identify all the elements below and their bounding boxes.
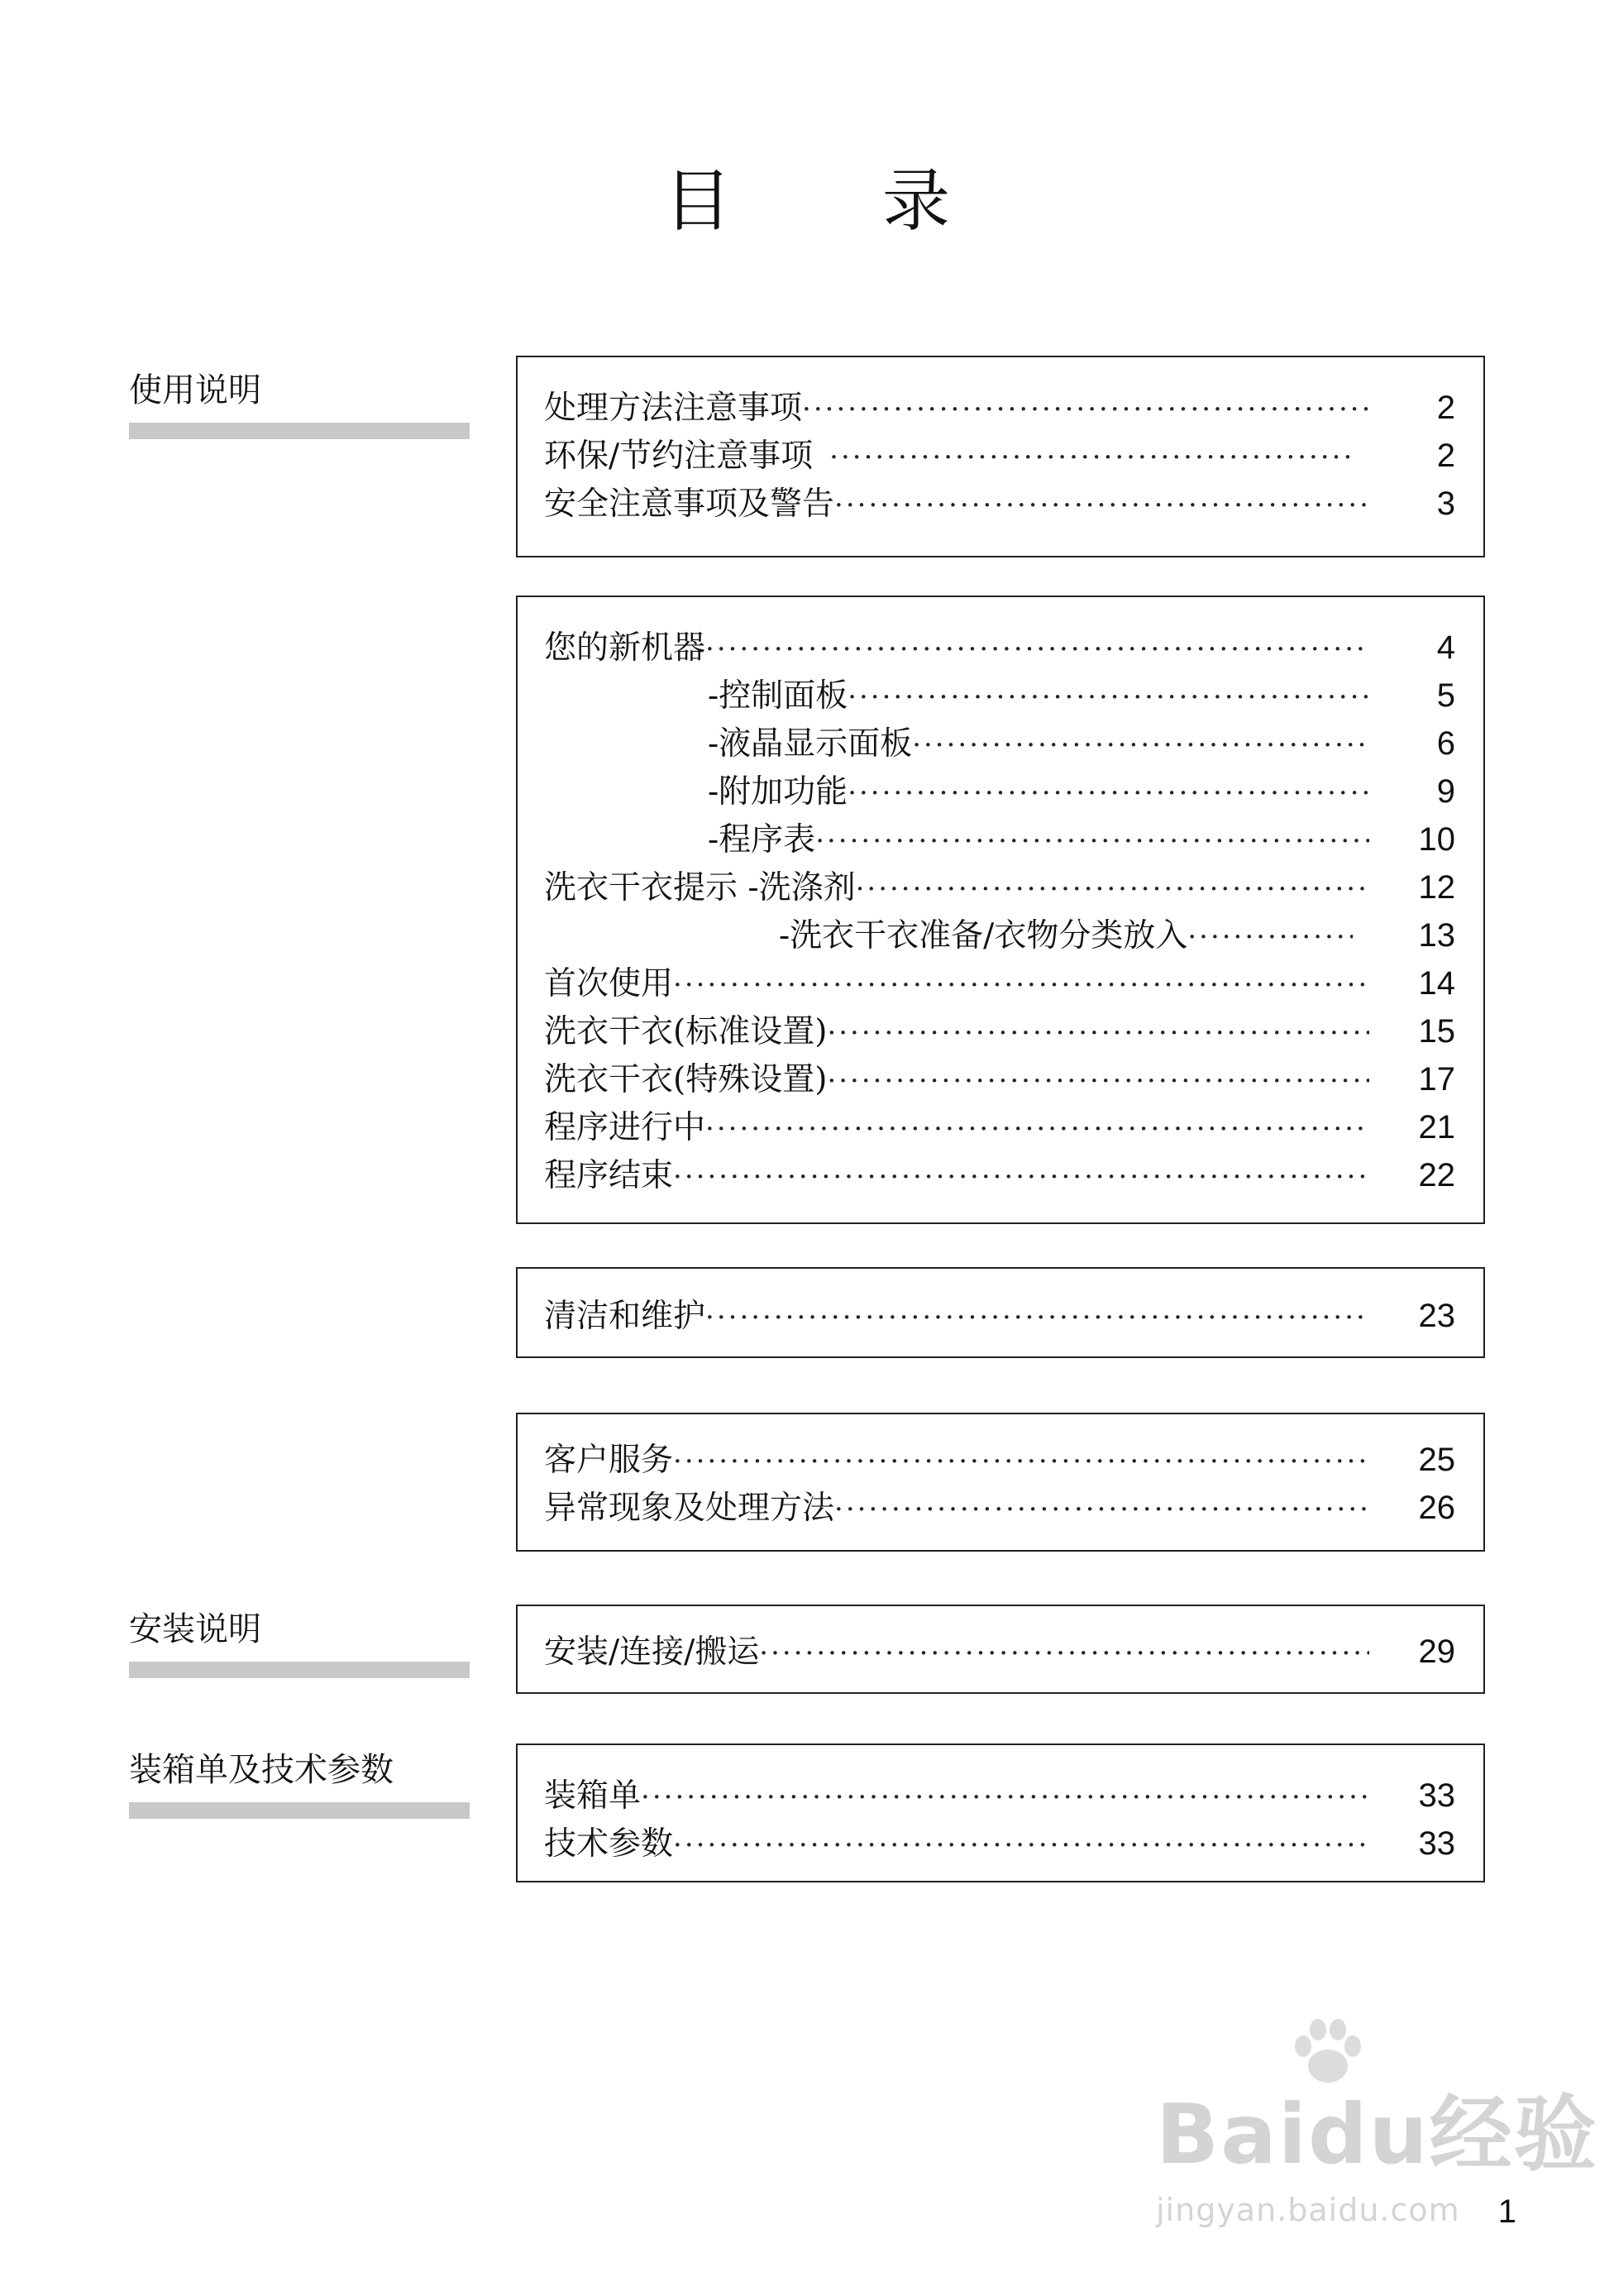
page-number: 1 — [1497, 2193, 1516, 2230]
toc-entry-page: 10 — [1418, 821, 1455, 858]
toc-entry-page: 5 — [1436, 677, 1455, 714]
toc-entry-label: 洗衣干衣(特殊设置) — [544, 1061, 828, 1098]
toc-entry-page: 6 — [1436, 725, 1455, 762]
watermark-logo: Baidu经验 — [1156, 2086, 1598, 2183]
toc-entry[interactable] — [544, 1434, 1455, 1482]
toc-entry[interactable] — [544, 622, 1455, 670]
section-underline — [129, 1662, 470, 1678]
toc-entry-label: 安装/连接/搬运 — [544, 1634, 760, 1671]
leader-dots — [815, 825, 1369, 858]
section-label: 装箱单及技术参数 — [129, 1751, 394, 1789]
leader-dots — [673, 1445, 1369, 1478]
toc-entry-label: -程序表 — [708, 821, 816, 859]
toc-entry[interactable] — [544, 1006, 1455, 1054]
leader-dots — [759, 1637, 1369, 1670]
leader-dots — [705, 633, 1369, 666]
toc-box-installation — [516, 1605, 1485, 1694]
toc-entry-page: 22 — [1418, 1157, 1455, 1193]
toc-box-operation — [516, 596, 1485, 1224]
toc-entry[interactable] — [544, 1054, 1455, 1102]
toc-entry-page: 2 — [1436, 390, 1455, 426]
toc-entry[interactable] — [544, 478, 1455, 526]
toc-entry-page: 15 — [1418, 1013, 1455, 1050]
toc-entry[interactable] — [544, 1102, 1455, 1150]
toc-entry-page: 4 — [1436, 629, 1455, 666]
section-usage — [129, 364, 470, 439]
leader-dots — [827, 1064, 1369, 1098]
page-title: 目 录 — [663, 162, 1015, 241]
toc-entry-page: 12 — [1418, 869, 1455, 906]
toc-entry[interactable] — [544, 718, 1455, 766]
toc-entry-page: 21 — [1418, 1109, 1455, 1146]
toc-entry[interactable] — [544, 814, 1455, 862]
toc-entry[interactable] — [544, 1626, 1455, 1674]
toc-box-maintenance — [516, 1267, 1485, 1358]
toc-entry-label: 程序进行中 — [544, 1109, 706, 1146]
section-label: 使用说明 — [129, 371, 261, 409]
toc-entry-page: 26 — [1418, 1490, 1455, 1526]
toc-entry[interactable] — [544, 670, 1455, 718]
toc-entry[interactable] — [544, 1150, 1455, 1198]
toc-entry[interactable] — [544, 910, 1455, 958]
leader-dots — [848, 777, 1369, 810]
toc-entry-page: 33 — [1418, 1825, 1455, 1862]
leader-dots — [827, 1016, 1369, 1050]
toc-entry-label: 异常现象及处理方法 — [544, 1490, 835, 1527]
toc-entry-label: -控制面板 — [708, 677, 848, 715]
toc-entry-label: 首次使用 — [544, 965, 674, 1002]
leader-dots — [641, 1781, 1369, 1814]
section-label: 安装说明 — [129, 1610, 261, 1648]
toc-entry-page: 17 — [1418, 1061, 1455, 1098]
toc-entry-label: 环保/节约注意事项 — [544, 438, 814, 475]
toc-entry[interactable] — [544, 766, 1455, 814]
toc-entry-label: 技术参数 — [544, 1825, 674, 1863]
toc-entry-label: 洗衣干衣提示 -洗涤剂 — [544, 869, 856, 906]
watermark-url: jingyan.baidu.com — [1156, 2192, 1460, 2228]
toc-entry-page: 33 — [1418, 1777, 1455, 1814]
toc-entry[interactable] — [544, 958, 1455, 1006]
leader-dots — [1187, 921, 1353, 954]
leader-dots — [705, 1112, 1369, 1146]
leader-dots — [673, 1160, 1369, 1193]
toc-entry-label: -液晶显示面板 — [708, 725, 913, 763]
toc-entry[interactable] — [544, 382, 1455, 430]
section-installation — [129, 1603, 470, 1678]
toc-box-precautions — [516, 356, 1485, 557]
baidu-watermark — [1156, 2068, 1598, 2228]
toc-entry-page: 3 — [1436, 486, 1455, 522]
toc-entry-label: 洗衣干衣(标准设置) — [544, 1013, 828, 1050]
leader-dots — [673, 969, 1369, 1002]
toc-entry-page: 29 — [1418, 1634, 1455, 1670]
toc-entry-page: 14 — [1418, 965, 1455, 1002]
toc-entry[interactable] — [544, 862, 1455, 910]
toc-entry-page: 9 — [1436, 773, 1455, 810]
toc-entry-label: 程序结束 — [544, 1157, 674, 1194]
toc-entry[interactable] — [544, 1818, 1455, 1866]
toc-entry-label: 安全注意事项及警告 — [544, 486, 835, 523]
toc-entry-label: 装箱单 — [544, 1777, 642, 1815]
toc-entry-page: 13 — [1418, 917, 1455, 954]
leader-dots — [834, 489, 1369, 522]
toc-entry[interactable] — [544, 1770, 1455, 1818]
toc-entry-page: 23 — [1418, 1298, 1455, 1334]
toc-entry-page: 25 — [1418, 1442, 1455, 1478]
toc-box-packing-specs — [516, 1744, 1485, 1882]
leader-dots — [673, 1829, 1369, 1862]
toc-entry-label: 您的新机器 — [544, 629, 706, 667]
section-underline — [129, 1802, 470, 1819]
toc-entry-label: -附加功能 — [708, 773, 848, 811]
toc-entry[interactable] — [544, 1290, 1455, 1338]
toc-entry-label: 处理方法注意事项 — [544, 390, 803, 427]
toc-entry-label: 客户服务 — [544, 1442, 674, 1479]
leader-dots — [912, 729, 1369, 762]
leader-dots — [705, 1301, 1369, 1334]
toc-entry[interactable] — [544, 1482, 1455, 1530]
toc-entry-label: -洗衣干衣准备/衣物分类放入 — [779, 917, 1188, 954]
section-packing-specs — [129, 1744, 470, 1819]
leader-dots — [802, 393, 1369, 426]
leader-dots — [834, 1493, 1369, 1526]
toc-box-service — [516, 1413, 1485, 1552]
toc-entry[interactable] — [544, 430, 1455, 478]
leader-dots — [856, 873, 1369, 906]
leader-dots — [848, 681, 1369, 714]
toc-entry-page: 2 — [1436, 438, 1455, 474]
leader-dots — [829, 441, 1353, 474]
toc-entry-label: 清洁和维护 — [544, 1298, 706, 1335]
paw-icon — [1288, 2016, 1368, 2089]
section-underline — [129, 423, 470, 439]
